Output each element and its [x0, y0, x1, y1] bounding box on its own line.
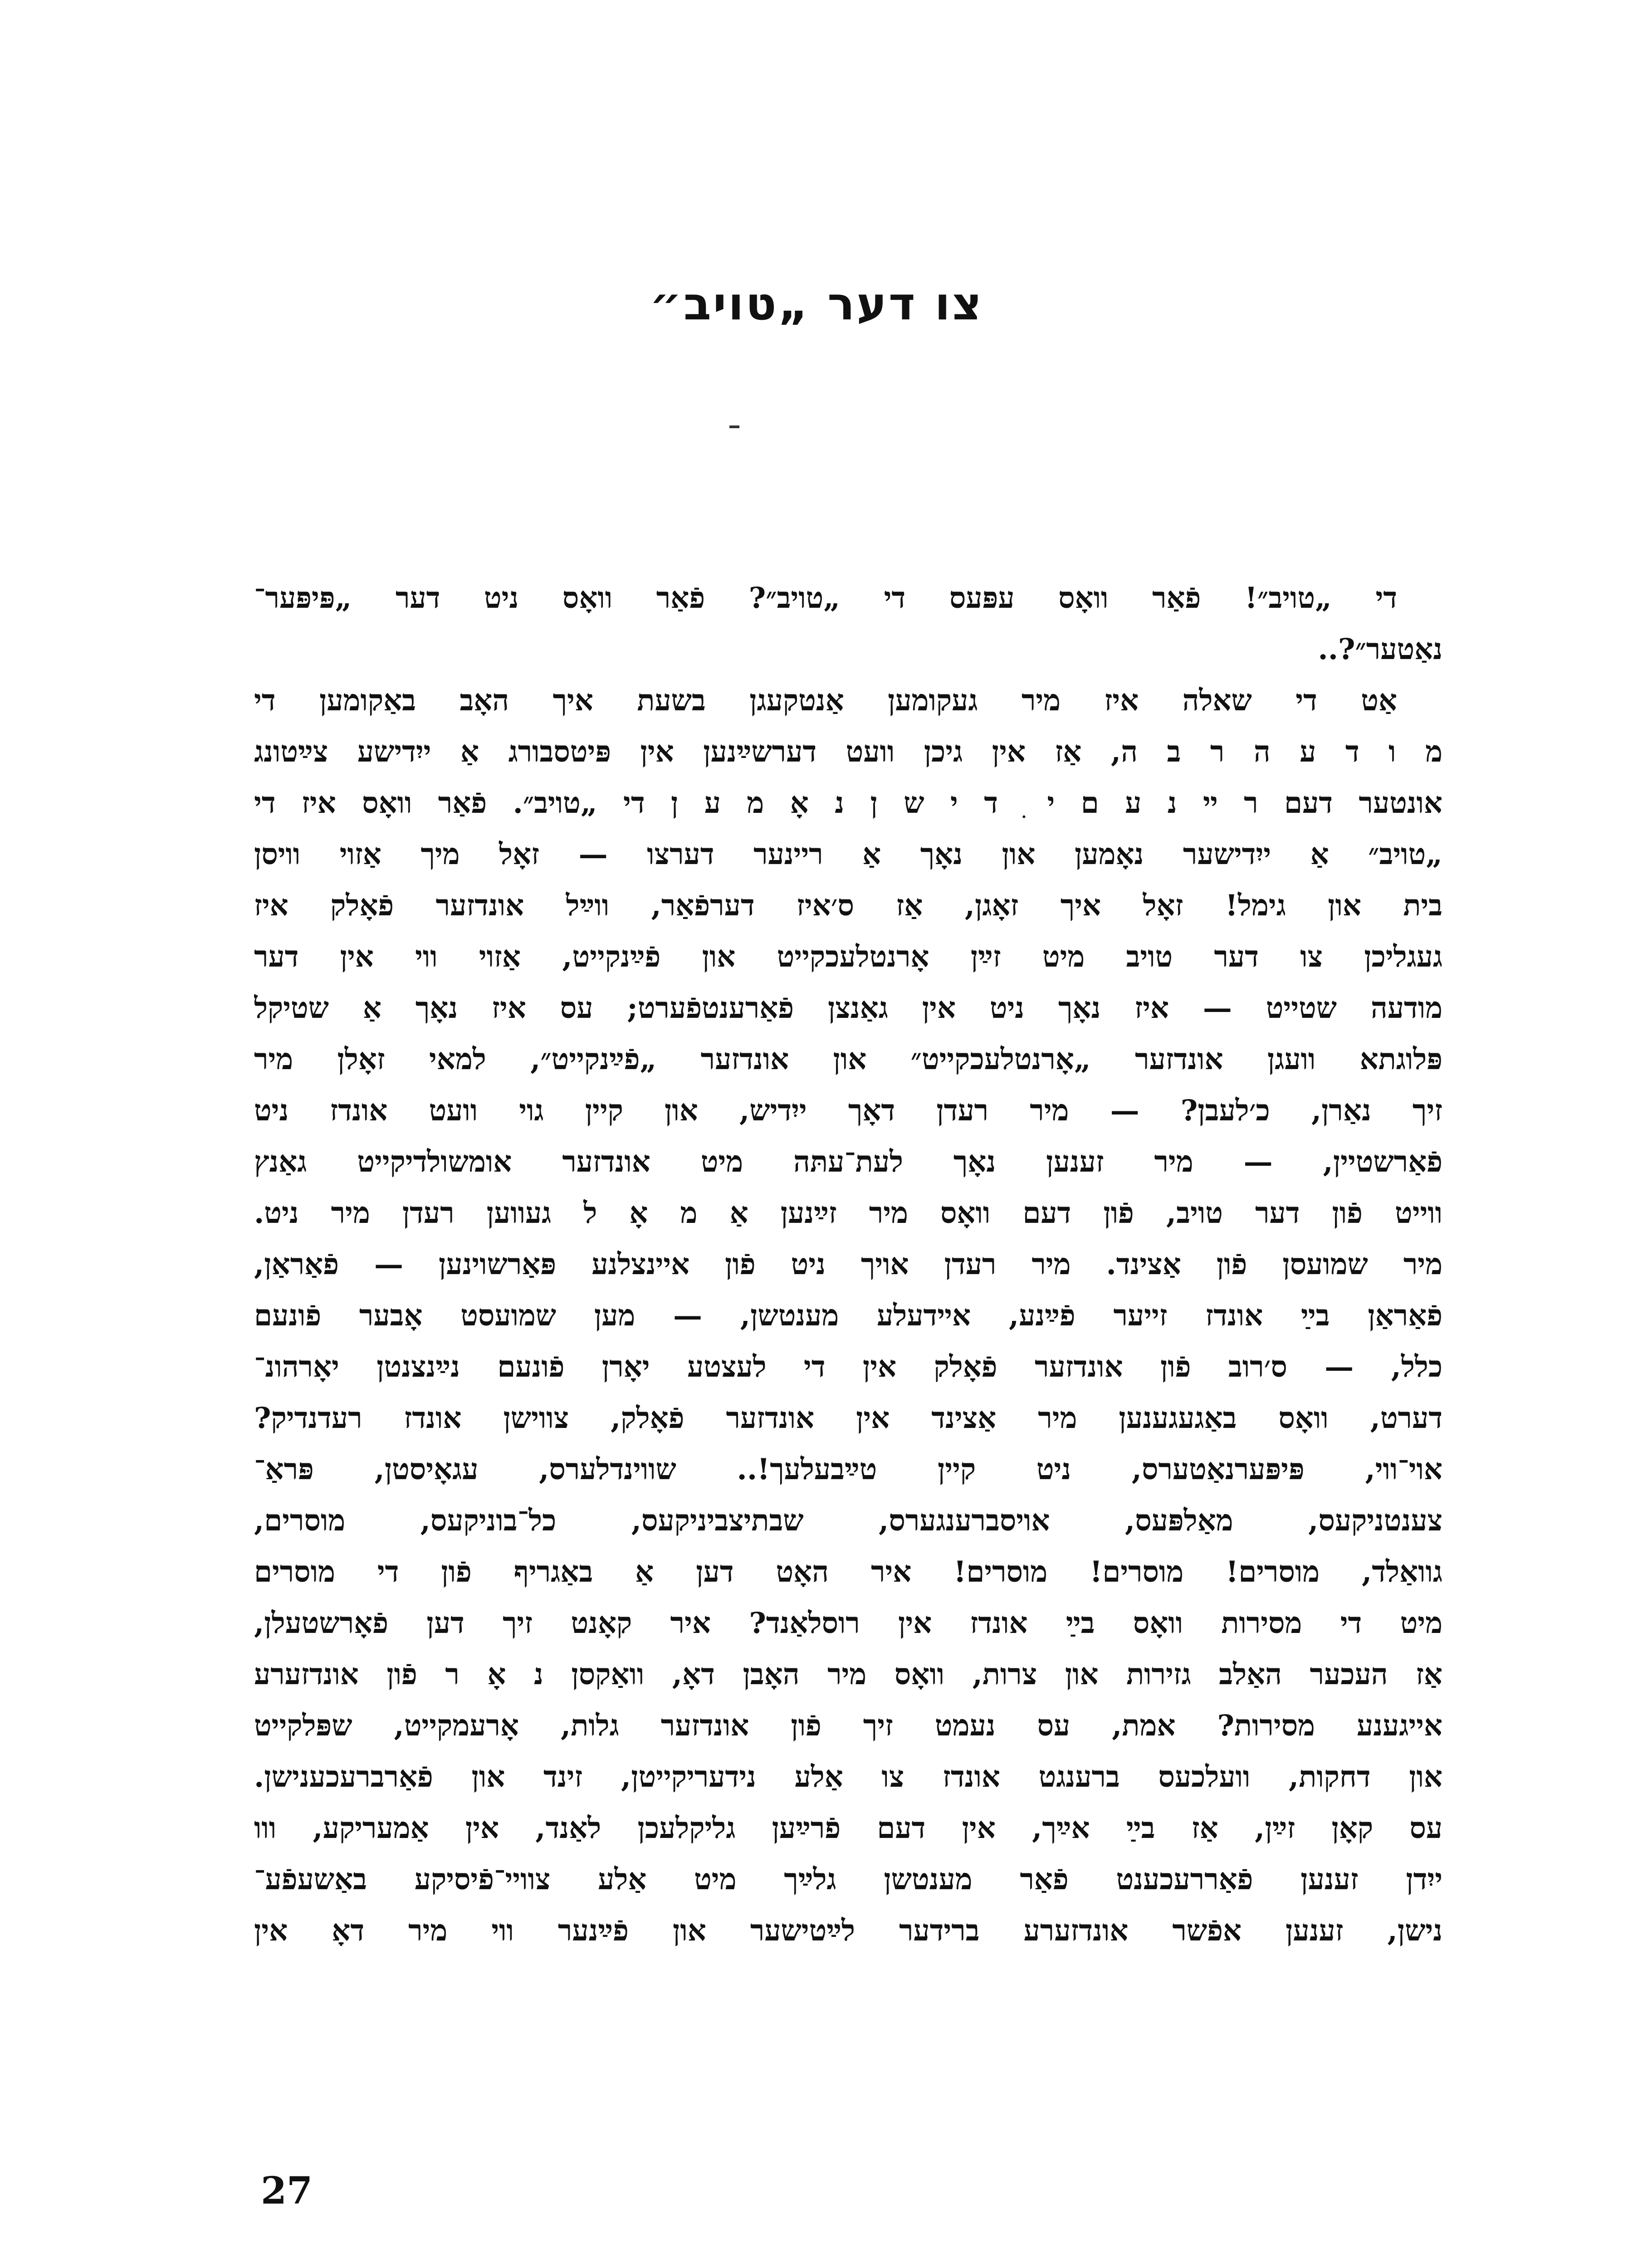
text-line: ייִדן זענען פֿאַררעכענט פֿאַר מענטשן גלײַך מיט אַלע צוויי־פֿיסיקע באַשעפֿע־: [254, 1862, 1442, 1897]
text-line: עס קאָן זײַן, אַז בײַ אײַך, אין דעם פֿרײַען גליקלעכן לאַנד, אין אַמעריקע, ווו: [254, 1811, 1442, 1845]
chapter-title: צו דער „טויב״: [649, 277, 984, 330]
text-line: אוי־ווי, פּיפּערנאַטערס, ניט קיין טײַבעלעך!.. שווינדלערס, עגאָיסטן, פּראַ־: [254, 1452, 1442, 1486]
title-ornament-dash: [729, 425, 739, 428]
text-line: נישן, זענען אפֿשר אונדזערע ברידער לײַטישער און פֿײַנער ווי מיר דאָ אין: [254, 1914, 1442, 1948]
text-line: געגליכן צו דער טויב מיט זײַן אָרנטלעכקייט און פֿײַנקייט, אַזוי ווי אין דער: [254, 940, 1442, 974]
text-line: אייגענע מסירות? אמת, עס נעמט זיך פֿון אונדזער גלות, אָרעמקייט, שפּלקייט: [254, 1709, 1442, 1743]
text-line: פֿאַרשטיין, — מיר זענען נאָך לעת־עתּה מיט אונדזער אומשולדיקייט גאַנץ: [254, 1145, 1442, 1179]
text-line: און דחקות, וועלכעס ברענגט אונדז צו אַלע נידעריקייטן, זינד און פֿאַרברעכענישן.: [254, 1760, 1442, 1794]
text-line: זיך נאַרן, כ׳לעבן? — מיר רעדן דאָך ייִדיש, און קיין גוי וועט אונדז ניט: [254, 1094, 1442, 1128]
text-line: אַז העכער האַלב גזירות און צרות, וואָס מיר האָבן דאָ, וואַקסן נ אָ ר פֿון אונדזערע: [254, 1657, 1442, 1691]
text-line: פֿאַראַן בײַ אונדז זייער פֿײַנע, אײדעלע מענטשן, — מען שמועסט אָבער פֿונעם: [254, 1299, 1442, 1333]
text-line: מודעה שטייט — איז נאָך ניט אין גאַנצן פֿאַרענטפֿערט; עס איז נאָך אַ שטיקל: [254, 991, 1442, 1025]
text-line: אַט די שאלה איז מיר געקומען אַנטקעגן בשעת איך האָב באַקומען די: [254, 684, 1398, 718]
body-text: [254, 572, 1442, 1956]
text-line: מיר שמועסן פֿון אַצינד. מיר רעדן אויך ניט פֿון איינצלנע פּאַרשוינען — פֿאַראַן,: [254, 1247, 1442, 1281]
text-line: די „טויב״! פֿאַר וואָס עפּעס די „טויב״? פֿאַר וואָס ניט דער „פּיפּער־: [254, 581, 1397, 615]
text-line: נאַטער״?..: [1318, 632, 1442, 666]
text-line: צענטניקעס, מאַלפּעס, אויסברענגערס, שבתיצביניקעס, כל־בוניקעס, מוסרים,: [254, 1504, 1442, 1538]
text-line: גוואַלד, מוסרים! מוסרים! מוסרים! איר האָט דען אַ באַגריף פֿון די מוסרים: [254, 1555, 1442, 1589]
text-line: אונטער דעם ר ײ נ ע ם י ִ ד י ש ן נ אָ מ ע ן די „טויב״. פֿאַר וואָס איז די: [254, 786, 1442, 820]
text-line: „טויב״ אַ ייִדישער נאָמען און נאָך אַ ריינער דערצו — זאָל מיך אַזוי וויסן: [254, 837, 1442, 871]
text-line: מיט די מסירות וואָס בײַ אונדז אין רוסלאַנד? איר קאָנט זיך דען פֿאָרשטעלן,: [254, 1606, 1442, 1640]
text-line: כלל, — ס׳רוב פֿון אונדזער פֿאָלק אין די לעצטע יאָרן פֿונעם נײַנצנטן יאָרהונ־: [254, 1350, 1442, 1384]
text-line: בית און גימל! זאָל איך זאָגן, אַז ס׳איז דערפֿאַר, ווײַל אונדזער פֿאָלק איז: [254, 889, 1442, 923]
text-line: מ ו ד ע ה ר ב ה, אַז אין גיכן וועט דערשײַנען אין פּיטסבורג אַ ייִדישע צײַטונג: [254, 735, 1442, 769]
page-number: 27: [261, 2169, 313, 2213]
text-line: ווייט פֿון דער טויב, פֿון דעם וואָס מיר זײַנען אַ מ אָ ל געווען רעדן מיר ניט.: [254, 1196, 1442, 1230]
text-line: דערט, וואָס באַגעגענען מיר אַצינד אין אונדזער פֿאָלק, צווישן אונדז רעדנדיק?: [254, 1401, 1442, 1435]
text-line: פּלוגתא וועגן אונדזער „אָרנטלעכקייט״ און אונדזער „פֿײַנקייט״, למאי זאָלן מיר: [254, 1042, 1442, 1076]
